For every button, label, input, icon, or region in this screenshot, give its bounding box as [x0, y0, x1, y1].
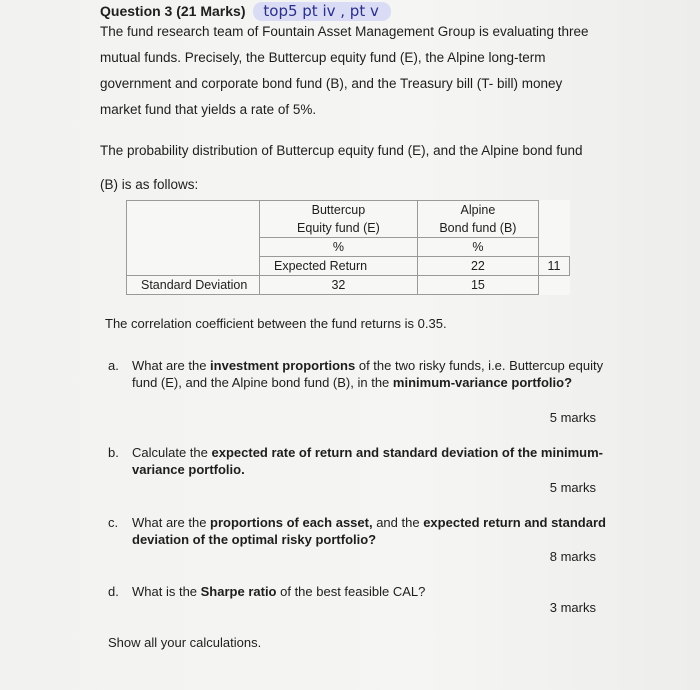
question-a [108, 357, 608, 391]
bold-run: proportions of each asset, [210, 515, 373, 530]
footer-instruction: Show all your calculations. [108, 635, 262, 650]
question-d [108, 583, 608, 600]
question-label: a. [108, 358, 119, 373]
col-bond-fund: Bond fund (B) [439, 221, 517, 235]
question-text [132, 444, 608, 478]
equity-value: 22 [417, 257, 538, 276]
marks-c: 8 marks [549, 549, 596, 564]
intro-line: market fund that yields a rate of 5%. [100, 102, 317, 117]
bold-run: Sharpe ratio [200, 584, 277, 599]
unit-cell: % [417, 238, 538, 257]
bold-run: minimum-variance portfolio? [392, 375, 573, 390]
bold-run: expected return and standard deviation of the optimal risky portfolio? [132, 515, 606, 547]
table-header-row [127, 201, 570, 238]
text-run: What are the [132, 358, 211, 373]
col-bond-name: Alpine [460, 203, 496, 217]
bond-value: 11 [539, 257, 570, 276]
intro-line: mutual funds. Precisely, the Buttercup equity fund (E), the Alpine long-term [100, 50, 546, 65]
col-equity-name: Buttercup [311, 203, 366, 217]
table-corner-cell [127, 201, 260, 276]
distribution-line: (B) is as follows: [100, 177, 199, 192]
question-text [132, 583, 608, 600]
row-label: Expected Return [260, 257, 418, 276]
text-run: of the best feasible CAL? [276, 584, 426, 599]
question-title: Question 3 (21 Marks) [100, 3, 246, 19]
unit-cell: % [260, 238, 418, 257]
question-b [108, 444, 608, 478]
col-bond-header [417, 201, 538, 238]
distribution-line: The probability distribution of Buttercup equity fund (E), and the Alpine bond fund [100, 143, 583, 158]
question-label: b. [108, 445, 119, 460]
handwritten-annotation: top5 pt iv , pt v [253, 2, 390, 21]
question-text [132, 514, 608, 548]
question-label: d. [108, 584, 119, 599]
equity-value: 32 [260, 276, 418, 295]
marks-b: 5 marks [549, 480, 596, 495]
distribution-paragraph [100, 138, 620, 198]
col-equity-fund: Equity fund (E) [297, 221, 380, 235]
intro-line: government and corporate bond fund (B), and the Treasury bill (T- bill) money [100, 76, 563, 91]
text-run: and the [372, 515, 424, 530]
bold-run: expected rate of return and standard deviation of the minimum-variance portfolio. [132, 445, 604, 477]
fund-distribution-table [126, 200, 570, 295]
intro-line: The fund research team of Fountain Asset Management Group is evaluating three [100, 24, 589, 39]
bond-value: 15 [417, 276, 538, 295]
marks-a: 5 marks [549, 410, 596, 425]
marks-d: 3 marks [549, 600, 596, 615]
text-run: What are the [132, 515, 211, 530]
bold-run: investment proportions [210, 358, 356, 373]
col-equity-header [260, 201, 418, 238]
table-row [127, 276, 570, 295]
question-label: c. [108, 515, 119, 530]
row-label: Standard Deviation [127, 276, 260, 295]
text-run: Calculate the [132, 445, 212, 460]
question-c [108, 514, 608, 548]
text-run: of the two risky funds, i.e. Buttercup equity fund (E), and the Alpine bond fund (B), in the [132, 358, 604, 390]
correlation-statement: The correlation coefficient between the fund returns is 0.35. [105, 316, 447, 331]
question-text [132, 357, 608, 391]
intro-paragraph [100, 19, 620, 123]
text-run: What is the [132, 584, 201, 599]
